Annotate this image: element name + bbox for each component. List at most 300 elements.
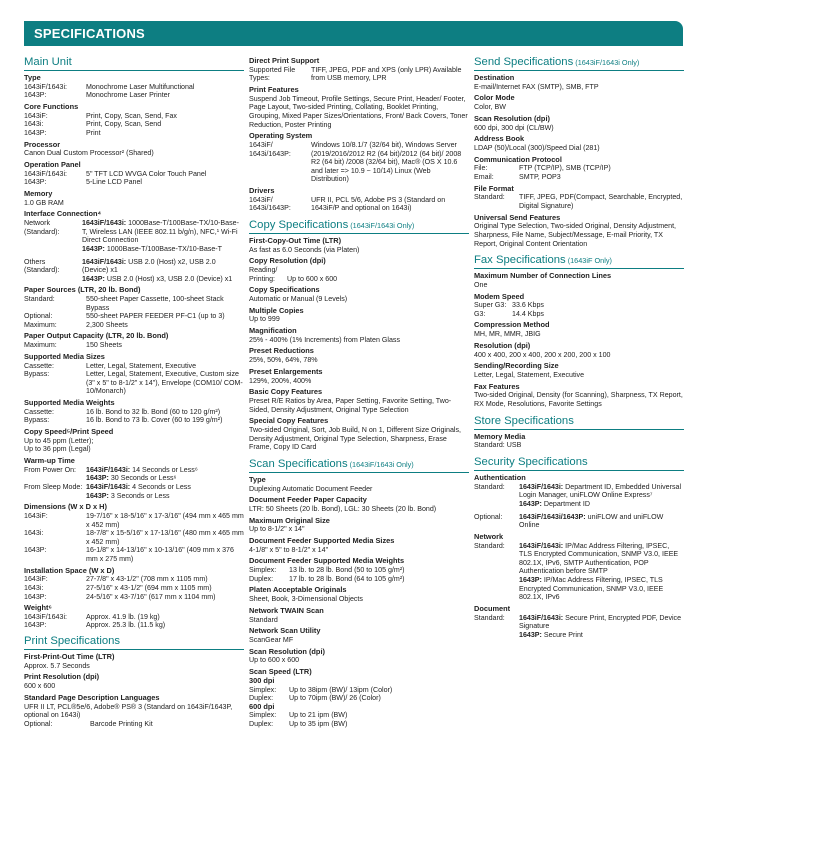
spec-row [249,711,469,720]
spec-row [24,575,244,584]
heading-print-resolution: Print Resolution (dpi) [24,672,100,682]
heading-media-sizes: Supported Media Sizes [24,351,105,361]
row-value: SMTP, POP3 [519,172,561,181]
row-value: 33.6 Kbps [512,301,544,310]
heading-document-security: Document [474,603,511,613]
model-label: 1643P: [519,500,542,509]
interface-others-row [24,258,244,284]
spec-row [474,301,684,310]
destination-text: E-mail/Internet FAX (SMTP), SMB, FTP [474,82,599,91]
section-title-store-specifications: Store Specifications [474,415,684,430]
heading-core-functions: Core Functions [24,101,79,111]
row-value: 19-7/16" x 18-5/16" x 17-3/16" (494 mm x 465 mm x 452 mm) [86,511,244,529]
row-value: Letter, Legal, Statement, Executive [86,361,197,370]
row-value: Up to 70ipm (BW)/ 26 (Color) [289,694,381,703]
row-value [82,258,244,284]
spec-row [249,275,469,284]
spec-row [474,164,684,173]
spec-row [24,621,244,630]
heading-memory-media: Memory Media [474,431,526,441]
spec-text: Department ID [541,500,590,509]
warmup-power-row [24,466,244,483]
row-key: G3: [474,309,486,318]
spec-row [24,170,244,179]
memory-text: 1.0 GB RAM [24,198,64,207]
row-value: 5" TFT LCD WVGA Color Touch Panel [86,169,207,178]
heading-scan-speed: Scan Speed (LTR) [249,666,312,676]
row-key: Duplex: [249,694,274,703]
heading-first-copy-out: First-Copy-Out Time (LTR) [249,235,342,245]
speed-600dpi-rows [249,711,469,728]
row-value: Up to 38ipm (BW)/ 13ipm (Color) [289,685,393,694]
row-value: Print, Copy, Scan, Send, Fax [86,111,177,120]
row-key: 1643iF: [24,511,48,520]
authentication-optional-row [474,513,684,530]
heading-type: Type [24,73,41,82]
row-value: 24-5/16" x 43-7/16" (617 mm x 1104 mm) [86,592,216,601]
row-key: 1643P: [24,128,47,137]
fax-features-text: Two-sided Original, Density (for Scanning), Sharpness, TX Report, RX Mode, Resolutions, Favorite Settings [474,391,683,409]
row-key: Cassette: [24,407,54,416]
spec-row [24,584,244,593]
heading-operation-panel: Operation Panel [24,159,81,169]
spec-row [24,362,244,371]
spec-row [24,321,244,330]
pdl-text: UFR II LT, PCL®5e/6, Adobe® PS® 3 (Standard on 1643iF/1643P, optional on 1643i) [24,702,233,720]
spec-row [249,266,469,275]
row-value: 5-Line LCD Panel [86,178,142,187]
section-title-text: Copy Specifications [249,218,349,231]
model-label: 1643iF/1643i: [86,482,131,491]
heading-platen-originals: Platen Acceptable Originals [249,585,347,595]
heading-weight: Weight⁶ [24,603,52,613]
spec-row [24,295,244,312]
platen-originals-text: Sheet, Book, 3-Dimensional Objects [249,595,363,604]
heading-drivers: Drivers [249,185,275,195]
row-key: 1643i: [24,529,44,538]
spec-row [24,529,244,546]
spec-row [24,416,244,425]
spec-row [249,566,469,575]
row-value: Up to 600 x 600 [287,274,338,283]
heading-media-weights: Supported Media Weights [24,398,115,408]
universal-send-text: Original Type Selection, Two-sided Original, Density Adjustment, Sharpness, File Name, Subject/Message, E-mail Priority, TX Report, Original Content Orientation [474,222,677,248]
speed-300dpi-label: 300 dpi [249,675,275,685]
row-key: Email: [474,172,494,181]
heading-send-scan-resolution: Scan Resolution (dpi) [474,113,550,123]
row-value: Monochrome Laser Multifunctional [86,82,195,91]
spec-row [249,694,469,703]
section-title-text: Fax Specifications [474,254,566,267]
specifications-banner: SPECIFICATIONS [24,21,683,46]
row-value: 14.4 Kbps [512,309,544,318]
row-value [287,266,469,275]
row-key: Simplex: [249,566,277,575]
heading-multiple-copies: Multiple Copies [249,305,304,315]
row-value: Print [86,128,101,137]
row-value: Up to 35 ipm (BW) [289,720,348,729]
heading-print-features: Print Features [249,84,299,94]
magnification-text: 25% - 400% (1% Increments) from Platen Glass [249,335,400,344]
model-label: 1643iF/1643i: [86,465,131,474]
row-key: Printing: [249,274,276,283]
first-copy-out-text: As fast as 6.0 Seconds (via Platen) [249,245,360,254]
heading-processor: Processor [24,139,61,149]
row-value: Monochrome Laser Printer [86,91,170,100]
row-value: TIFF, JPEG, PDF(Compact, Searchable, Encrypted, Digital Signature) [519,193,683,210]
preset-reductions-text: 25%, 50%, 64%, 78% [249,356,318,365]
feeder-capacity-text: LTR: 50 Sheets (20 lb. Bond), LGL: 30 Sheets (20 lb. Bond) [249,504,437,513]
model-label: 1643iF/1643i: [82,219,127,228]
feeder-weights-rows [249,566,469,583]
spec-text: IP/Mac Address Filtering, IPSEC, TLS Encrypted Communication, SNMP V3.0, IEEE 802.1X, IPv6 [519,575,664,602]
section-title-print-specifications: Print Specifications [24,635,244,650]
heading-connection-lines: Maximum Number of Connection Lines [474,271,612,281]
spec-text: uniFLOW and uniFLOW Online [519,512,664,530]
heading-universal-send: Universal Send Features [474,212,561,222]
column-right [474,54,684,639]
spec-text: 3 Seconds or Less [108,491,170,500]
model-label: 1643P: [86,491,109,500]
model-label: 1643iF/1643i: [519,541,564,550]
row-key: Simplex: [249,685,277,694]
authentication-standard-row [474,483,684,509]
copy-speed-lines [24,437,244,454]
memory-media-text: Standard: USB [474,441,522,450]
row-key: Others (Standard): [24,257,60,275]
heading-copy-specs: Copy Specifications [249,285,320,295]
heading-operating-system: Operating System [249,131,313,141]
row-key: 1643P: [24,621,47,630]
row-key: Network (Standard): [24,219,60,236]
heading-network-security: Network [474,531,504,541]
row-key: Standard: [474,541,505,550]
spec-row [24,312,244,321]
row-key: Super G3: [474,301,507,310]
model-label: 1643P: [82,244,105,253]
spec-text: Secure Print, Encrypted PDF, Device Signature [519,613,682,631]
preset-enlargements-text: 129%, 200%, 400% [249,376,312,385]
modem-speed-rows [474,301,684,318]
row-value: UFR II, PCL 5/6, Adobe PS 3 (Standard on 1643iF/P and optional on 1643i) [311,195,446,213]
row-key: Simplex: [249,711,277,720]
copy-specs-text: Automatic or Manual (9 Levels) [249,295,348,304]
spec-row [249,686,469,695]
spec-row [24,83,244,92]
spec-row [24,91,244,100]
row-key: Duplex: [249,720,274,729]
row-key: Supported File Types: [249,65,296,83]
section-title-scan-specifications [249,458,469,473]
row-value: Windows 10/8.1/7 (32/64 bit), Windows Server (2019/2016/2012 R2 (64 bit)/2012 (64 bit)/ 2008 R2 (64 bit) /2008 (32/64 bit), Mac® (OS X 10.6 and later => 10.9 ~ 10/14) Linux (Web Distribution) [311,140,462,184]
row-key: File: [474,164,488,173]
spec-text: IP/Mac Address Filtering, IPSEC, TLS Encrypted Communication, SNMP V3.0, IEEE 802.1X, IPv6, SMTP Authentication, POP Authentication before SMTP [519,541,679,576]
row-value [519,513,684,530]
row-value: Approx. 41.9 lb. (19 kg) [86,612,160,621]
heading-color-mode: Color Mode [474,93,515,103]
heading-recording-size: Sending/Recording Size [474,361,559,371]
row-key: Bypass: [24,370,50,379]
row-value: TIFF, JPEG, PDF and XPS (only LPR) Available from USB memory, LPR [311,65,462,83]
protocol-rows [474,164,684,181]
row-key: From Power On: [24,465,77,474]
row-value: 16 lb. Bond to 32 lb. Bond (60 to 120 g/m²) [86,407,221,416]
text-line: Up to 45 ppm (Letter); [24,436,94,445]
spec-text: 4 Seconds or Less [130,482,191,491]
spec-row [249,141,469,184]
heading-direct-print: Direct Print Support [249,56,320,65]
recording-size-text: Letter, Legal, Statement, Executive [474,371,585,380]
panel-rows [24,170,244,187]
row-value [519,483,684,509]
heading-compression: Compression Method [474,320,550,330]
section-title-main-unit: Main Unit [24,56,244,71]
type-rows [24,83,244,100]
section-title-text: Send Specifications [474,56,574,68]
spec-text: 30 Seconds or Less⁶ [108,474,177,483]
heading-scan-utility: Network Scan Utility [249,626,321,636]
spec-row [24,546,244,563]
section-title-security-specifications: Security Specifications [474,456,684,471]
section-title-note: (1643iF/1643i Only) [573,58,640,67]
spec-row [24,593,244,602]
document-security-row [474,614,684,640]
row-value: 27-5/16" x 43-1/2" (694 mm x 1105 mm) [86,583,212,592]
first-print-out-text: Approx. 5.7 Seconds [24,661,90,670]
row-key: Standard: [474,193,505,202]
paper-source-rows [24,295,244,329]
row-value: 550-sheet Paper Cassette, 100-sheet Stack Bypass [86,295,224,312]
spec-row [474,173,684,182]
column-left [24,54,244,728]
heading-fax-features: Fax Features [474,381,520,391]
scan-type-text: Duplexing Automatic Document Feeder [249,484,373,493]
spec-text: Department ID, Embedded Universal Login Manager, uniFLOW Online Express⁷ [519,482,682,500]
send-scan-resolution-text: 600 dpi, 300 dpi (CL/BW) [474,123,554,132]
scan-utility-text: ScanGear MF [249,635,294,644]
media-weight-rows [24,408,244,425]
spec-row [24,112,244,121]
row-key: 1643iF/1643i: [24,169,67,178]
dimension-rows [24,512,244,564]
heading-fax-resolution: Resolution (dpi) [474,340,531,350]
section-title-copy-specifications [249,219,469,234]
heading-copy-speed: Copy Speed⁵/Print Speed [24,427,114,436]
interface-network-row [24,219,244,253]
optional-row [24,720,244,729]
warmup-sleep-row [24,483,244,500]
os-rows [249,141,469,184]
row-key: 1643P: [24,91,47,100]
spec-row [249,575,469,584]
row-key: 1643P: [24,592,47,601]
spec-row [474,310,684,319]
heading-preset-reductions: Preset Reductions [249,346,314,356]
section-title-text: Scan Specifications [249,457,348,470]
weight-rows [24,613,244,630]
heading-copy-resolution: Copy Resolution (dpi) [249,256,326,266]
row-value: 2,300 Sheets [86,320,128,329]
section-title-fax-specifications [474,254,684,269]
row-key: 1643P: [24,546,47,555]
color-mode-text: Color, BW [474,103,506,112]
spec-row [249,66,469,83]
section-title-note: (1643iF Only) [565,256,612,266]
direct-print-rows [249,66,469,83]
section-title-note: (1643iF/1643i Only) [348,220,415,230]
max-original-text: Up to 8-1/2" x 14" [249,525,305,534]
row-key: Duplex: [249,574,274,583]
row-key: 1643i: [24,583,44,592]
special-copy-features-text: Two-sided Original, Sort, Job Build, N on 1, Different Size Originals, Density Adjustment, Original Type Selection, Sharpness, Erase Frame, Copy ID Card [249,426,461,452]
row-key: Standard: [474,482,505,491]
heading-paper-sources: Paper Sources (LTR, 20 lb. Bond) [24,285,141,295]
compression-text: MH, MR, MMR, JBIG [474,330,541,339]
heading-memory: Memory [24,188,53,198]
spec-row [249,196,469,213]
heading-paper-output: Paper Output Capacity (LTR, 20 lb. Bond) [24,331,169,341]
heading-feeder-sizes: Document Feeder Supported Media Sizes [249,535,395,545]
model-label: 1643P: [519,575,542,584]
heading-twain-scan: Network TWAIN Scan [249,605,324,615]
heading-authentication: Authentication [474,473,526,483]
model-label: 1643iF/1643i: [519,482,564,491]
row-key: 1643iF/ 1643i/1643P: [249,140,291,158]
spec-text: USB 2.0 (Host) x3, USB 2.0 (Device) x1 [104,274,233,283]
multiple-copies-text: Up to 999 [249,315,280,324]
row-key: Cassette: [24,361,54,370]
heading-interface: Interface Connection⁴ [24,209,102,219]
row-key: 1643P: [24,178,47,187]
heading-dimensions: Dimensions (W x D x H) [24,502,107,512]
row-value: Barcode Printing Kit [90,719,153,728]
row-key: Maximum: [24,320,57,329]
spec-row [24,129,244,138]
column-middle [249,54,469,729]
feeder-sizes-text: 4-1/8" x 5" to 8-1/2" x 14" [249,545,329,554]
installation-rows [24,575,244,601]
row-value: 16-1/8" x 14-13/16" x 10-13/16" (409 mm x 376 mm x 275 mm) [86,546,234,563]
model-label: 1643P: [82,274,105,283]
text-line: Up to 36 ppm (Legal) [24,445,91,454]
spec-row [24,512,244,529]
section-title-send-specifications [474,56,684,71]
row-value [86,483,244,500]
model-label: 1643iF/1643i: [82,257,127,266]
print-features-text: Suspend Job Timeout, Profile Settings, Secure Print, Header/ Footer, Page Layout, Two-sided Printing, Collating, Booklet Printing, Grouping, Mixed Paper Sizes/Orientations, Front/ Back Covers, Toner Reduction, Poster Printing [249,94,468,129]
spec-row [24,341,244,350]
row-value: 150 Sheets [86,341,122,350]
heading-basic-copy-features: Basic Copy Features [249,387,323,397]
row-value: 550-sheet PAPER FEEDER PF-C1 (up to 3) [86,312,225,321]
drivers-rows [249,196,469,213]
row-key: Standard: [474,613,505,622]
media-size-rows [24,362,244,396]
row-key: Standard: [24,295,55,304]
section-title-note: (1643iF/1643i Only) [347,459,414,469]
row-value: 18-7/8" x 15-5/16" x 17-13/16" (480 mm x 465 mm x 452 mm) [86,529,244,546]
row-key: 1643iF/1643i: [24,82,67,91]
spec-row [24,408,244,417]
heading-scan-resolution: Scan Resolution (dpi) [249,646,325,656]
heading-destination: Destination [474,73,515,82]
row-value [82,219,244,253]
heading-magnification: Magnification [249,326,297,336]
spec-row [24,370,244,396]
core-rows [24,112,244,138]
model-label: 1643P: [86,474,109,483]
copy-resolution-rows [249,266,469,283]
processor-text: Canon Dual Custom Processor² (Shared) [24,149,154,158]
paper-output-rows [24,341,244,350]
heading-max-original: Maximum Original Size [249,515,330,525]
spec-row [474,193,684,210]
row-value: Approx. 25.3 lb. (11.5 kg) [86,621,166,630]
connection-lines-text: One [474,280,488,289]
row-value: 17 lb. to 28 lb. Bond (64 to 105 g/m²) [289,574,405,583]
speed-600dpi-label: 600 dpi [249,701,275,711]
row-key: Maximum: [24,341,57,350]
heading-modem-speed: Modem Speed [474,291,525,301]
file-format-rows [474,193,684,210]
row-key: Reading/ [249,266,278,275]
row-value: 27-7/8" x 43-1/2" (708 mm x 1105 mm) [86,575,208,584]
row-value: 16 lb. Bond to 73 lb. Cover (60 to 199 g/m²) [86,416,223,425]
row-value: 13 lb. to 28 lb. Bond (50 to 105 g/m²) [289,566,405,575]
spec-row [24,178,244,187]
heading-file-format: File Format [474,183,514,193]
heading-address-book: Address Book [474,134,525,144]
fax-resolution-text: 400 x 400, 200 x 400, 200 x 200, 200 x 100 [474,350,611,359]
heading-preset-enlargements: Preset Enlargements [249,366,323,376]
model-label: 1643iF/1643i/1643P: [519,512,586,521]
spec-row [24,613,244,622]
twain-scan-text: Standard [249,615,278,624]
row-key: 1643iF: [24,111,48,120]
network-security-row [474,542,684,602]
row-value: Up to 21 ipm (BW) [289,711,348,720]
row-value [86,466,244,483]
heading-scan-type: Type [249,474,266,484]
spec-text: 1000Base-T/100Base-TX/10-Base-T, Wireless LAN (IEEE 802.11 b/g/n), NFC,¹ Wi-Fi Direct Connection [82,219,239,245]
spec-text: 1000Base-T/100Base-TX/10-Base-T [104,244,222,253]
print-resolution-text: 600 x 600 [24,682,56,691]
address-book-text: LDAP (50)/Local (300)/Speed Dial (281) [474,143,600,152]
row-value: FTP (TCP/IP), SMB (TCP/IP) [519,164,611,173]
heading-feeder-capacity: Document Feeder Paper Capacity [249,495,367,505]
spec-row [24,120,244,129]
spec-text: 14 Seconds or Less⁶ [130,465,198,474]
spec-text: USB 2.0 (Host) x2, USB 2.0 (Device) x1 [82,257,216,275]
row-key: From Sleep Mode: [24,482,83,491]
row-key: Optional: [474,512,503,521]
heading-installation-space: Installation Space (W x D) [24,565,115,575]
row-key: 1643iF: [24,575,48,584]
scan-resolution-text: Up to 600 x 600 [249,656,300,665]
model-label: 1643P: [519,630,542,639]
row-value [519,614,684,640]
heading-feeder-weights: Document Feeder Supported Media Weights [249,556,405,566]
heading-protocol: Communication Protocol [474,154,562,164]
row-key: Optional: [24,312,53,321]
row-key: 1643i: [24,120,44,129]
row-key: 1643iF/1643i: [24,612,67,621]
heading-special-copy-features: Special Copy Features [249,416,329,426]
row-value: Print, Copy, Scan, Send [86,120,162,129]
row-value: Letter, Legal, Statement, Executive, Custom size (3" x 5" to 8-1/2" x 14"), Envelope (COM10/ COM-10/Monarch) [86,370,243,396]
model-label: 1643iF/1643i: [519,613,564,622]
basic-copy-features-text: Preset R/E Ratios by Area, Paper Setting, Favorite Setting, Two-Sided, Density Adjustment, Original Type Selection [249,397,452,414]
